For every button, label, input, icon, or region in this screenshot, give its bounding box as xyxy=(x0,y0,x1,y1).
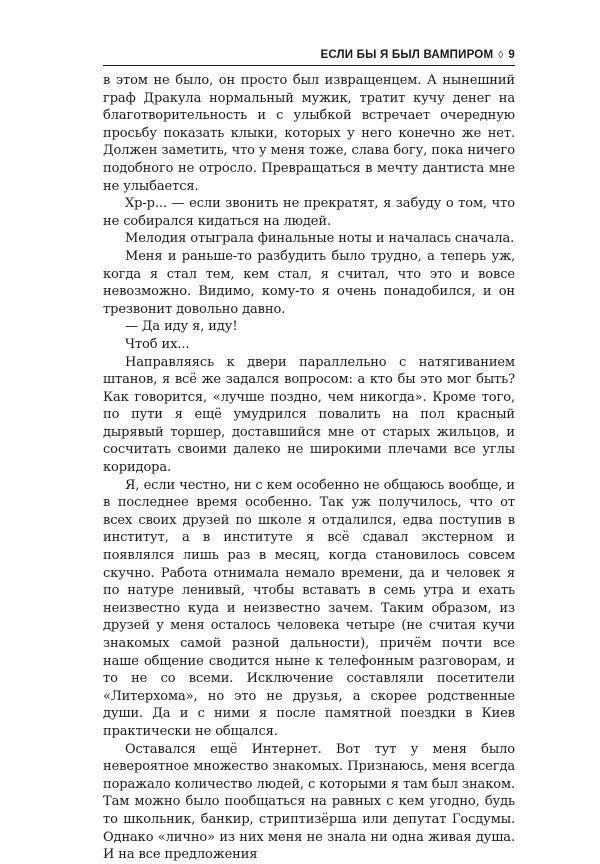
body-text xyxy=(103,72,515,864)
paragraph: Оставался ещё Интернет. Вот тут у меня было невероятное множество знакомых. Признаюсь, меня всегда поражало количество людей, с которыми я там был знаком. Там можно было пообщаться на равных с кем угодно, будь то школьник, банкир, стриптизёрша или депутат Госдумы. Однако «лично» из них меня не знала ни одна живая душа. И на все предложения xyxy=(103,741,515,863)
header-rule xyxy=(103,65,515,66)
paragraph: Я, если честно, ни с кем особенно не общаюсь вообще, и в последнее время особенно. Так уж получилось, что от всех своих друзей по школе я отдалился, едва поступив в институт, а в институте я всё сдавал экстерном и появлялся лишь раз в месяц, когда становилось совсем скучно. Работа отнимала немало времени, да и человек я по натуре ленивый, чтобы вставать в семь утра и ехать неизвестно куда и неизвестно зачем. Таким образом, из друзей у меня осталось человека четыре (не считая кучи знакомых самой разной дальности), причём почти все наше общение сводится ныне к телефонным разговорам, и то не со всеми. Исключение составляли посетители «Литерхома», но это не друзья, а скорее родственные души. Да и с ними я после памятной поездки в Киев практически не общался. xyxy=(103,477,515,739)
paragraph: Хр-р... — если звонить не прекратят, я забуду о том, что не собирался кидаться на людей. xyxy=(103,196,515,229)
paragraph: — Да иду я, иду! xyxy=(125,319,238,335)
paragraph: Меня и раньше-то разбудить было трудно, а теперь уж, когда я стал тем, кем стал, я считал, что это и вовсе невозможно. Видимо, кому-то я очень понадобился, и он трезвонит довольно давно. xyxy=(103,248,515,317)
running-title: ЕСЛИ БЫ Я БЫЛ ВАМПИРОМ xyxy=(320,49,494,61)
diamond-separator-icon: ◊ xyxy=(498,50,504,61)
paragraph: Мелодия отыграла финальные ноты и началась сначала. xyxy=(125,231,515,247)
paragraph: Чтоб их... xyxy=(125,336,190,352)
page-number: 9 xyxy=(508,49,515,61)
paragraph: Направляясь к двери параллельно с натягиванием штанов, я всё же задался вопросом: а кто бы это мог быть? Как говорится, «лучше поздно, чем никогда». Кроме того, по пути я ещё умудрился повалить на пол красный дырявый торшер, доставшийся мне от старых жильцов, и сосчитать своими далеко не широкими плечами все углы коридора. xyxy=(103,354,515,476)
running-header xyxy=(103,48,515,63)
paragraph: в этом не было, он просто был извращенцем. А нынешний граф Дракула нормальный мужик, тратит кучу денег на благотворительность и с улыбкой встречает очередную просьбу показать клыки, которых у него конечно же нет. Должен заметить, что у меня тоже, слава богу, пока ничего подобного не отросло. Превращаться в мечту дантиста мне не улыбается. xyxy=(103,73,515,194)
